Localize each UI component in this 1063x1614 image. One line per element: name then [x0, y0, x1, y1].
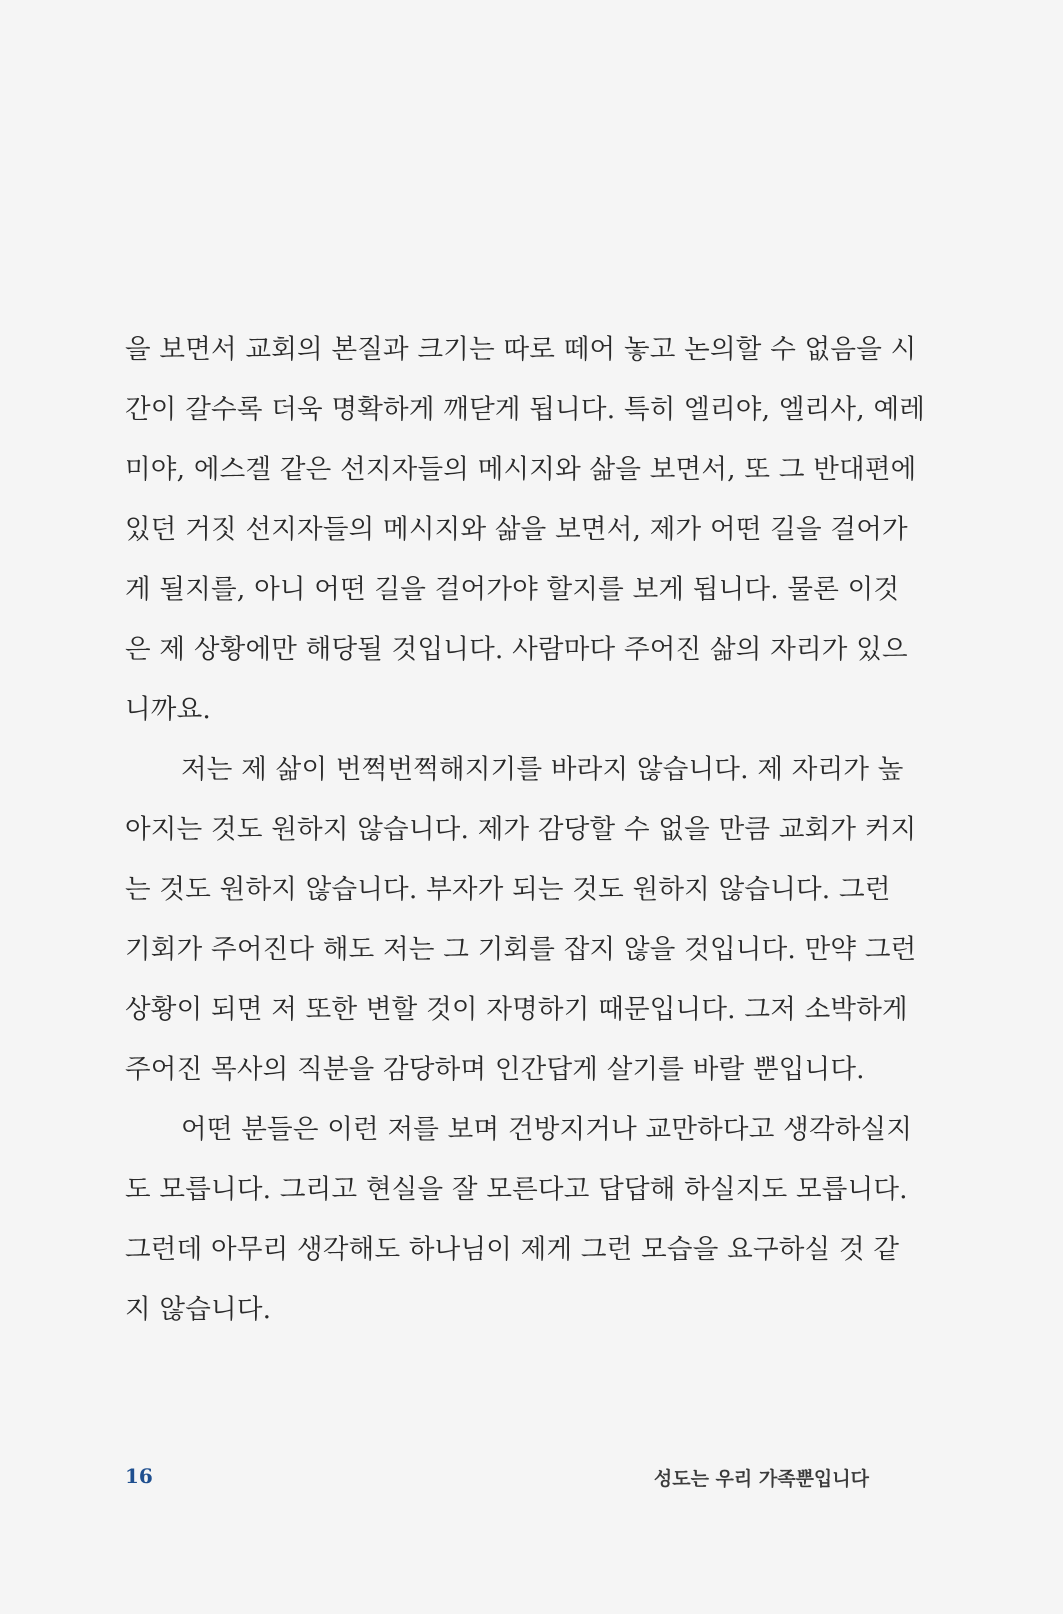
text-line: 주어진 목사의 직분을 감당하며 인간답게 살기를 바랄 뿐입니다.	[125, 1054, 865, 1085]
text-line: 은 제 상황에만 해당될 것입니다. 사람마다 주어진 삶의 자리가 있으	[125, 634, 908, 665]
text-line: 는 것도 원하지 않습니다. 부자가 되는 것도 원하지 않습니다. 그런	[125, 874, 891, 905]
text-line: 도 모릅니다. 그리고 현실을 잘 모른다고 답답해 하실지도 모릅니다.	[125, 1174, 908, 1205]
text-line: 기회가 주어진다 해도 저는 그 기회를 잡지 않을 것입니다. 만약 그런	[125, 934, 917, 965]
text-line: 있던 거짓 선지자들의 메시지와 삶을 보면서, 제가 어떤 길을 걸어가	[125, 514, 908, 545]
body-text	[125, 320, 926, 1340]
paragraph-start-line: 어떤 분들은 이런 저를 보며 건방지거나 교만하다고 생각하실지	[181, 1114, 913, 1145]
page-number: 16	[125, 1464, 153, 1488]
text-line: 니까요.	[125, 694, 212, 725]
text-line: 아지는 것도 원하지 않습니다. 제가 감당할 수 없을 만큼 교회가 커지	[125, 814, 917, 845]
text-line: 미야, 에스겔 같은 선지자들의 메시지와 삶을 보면서, 또 그 반대편에	[125, 454, 917, 485]
running-footer-title: 성도는 우리 가족뿐입니다	[653, 1468, 869, 1490]
text-line: 지 않습니다.	[125, 1294, 272, 1325]
text-line: 게 될지를, 아니 어떤 길을 걸어가야 할지를 보게 됩니다. 물론 이것	[125, 574, 900, 605]
paragraph-start-line: 저는 제 삶이 번쩍번쩍해지기를 바라지 않습니다. 제 자리가 높	[181, 754, 904, 785]
text-line: 상황이 되면 저 또한 변할 것이 자명하기 때문입니다. 그저 소박하게	[125, 994, 908, 1025]
text-line: 간이 갈수록 더욱 명확하게 깨닫게 됩니다. 특히 엘리야, 엘리사, 예레	[125, 394, 926, 425]
text-line: 을 보면서 교회의 본질과 크기는 따로 떼어 놓고 논의할 수 없음을 시	[125, 334, 917, 365]
text-line: 그런데 아무리 생각해도 하나님이 제게 그런 모습을 요구하실 것 같	[125, 1234, 900, 1265]
